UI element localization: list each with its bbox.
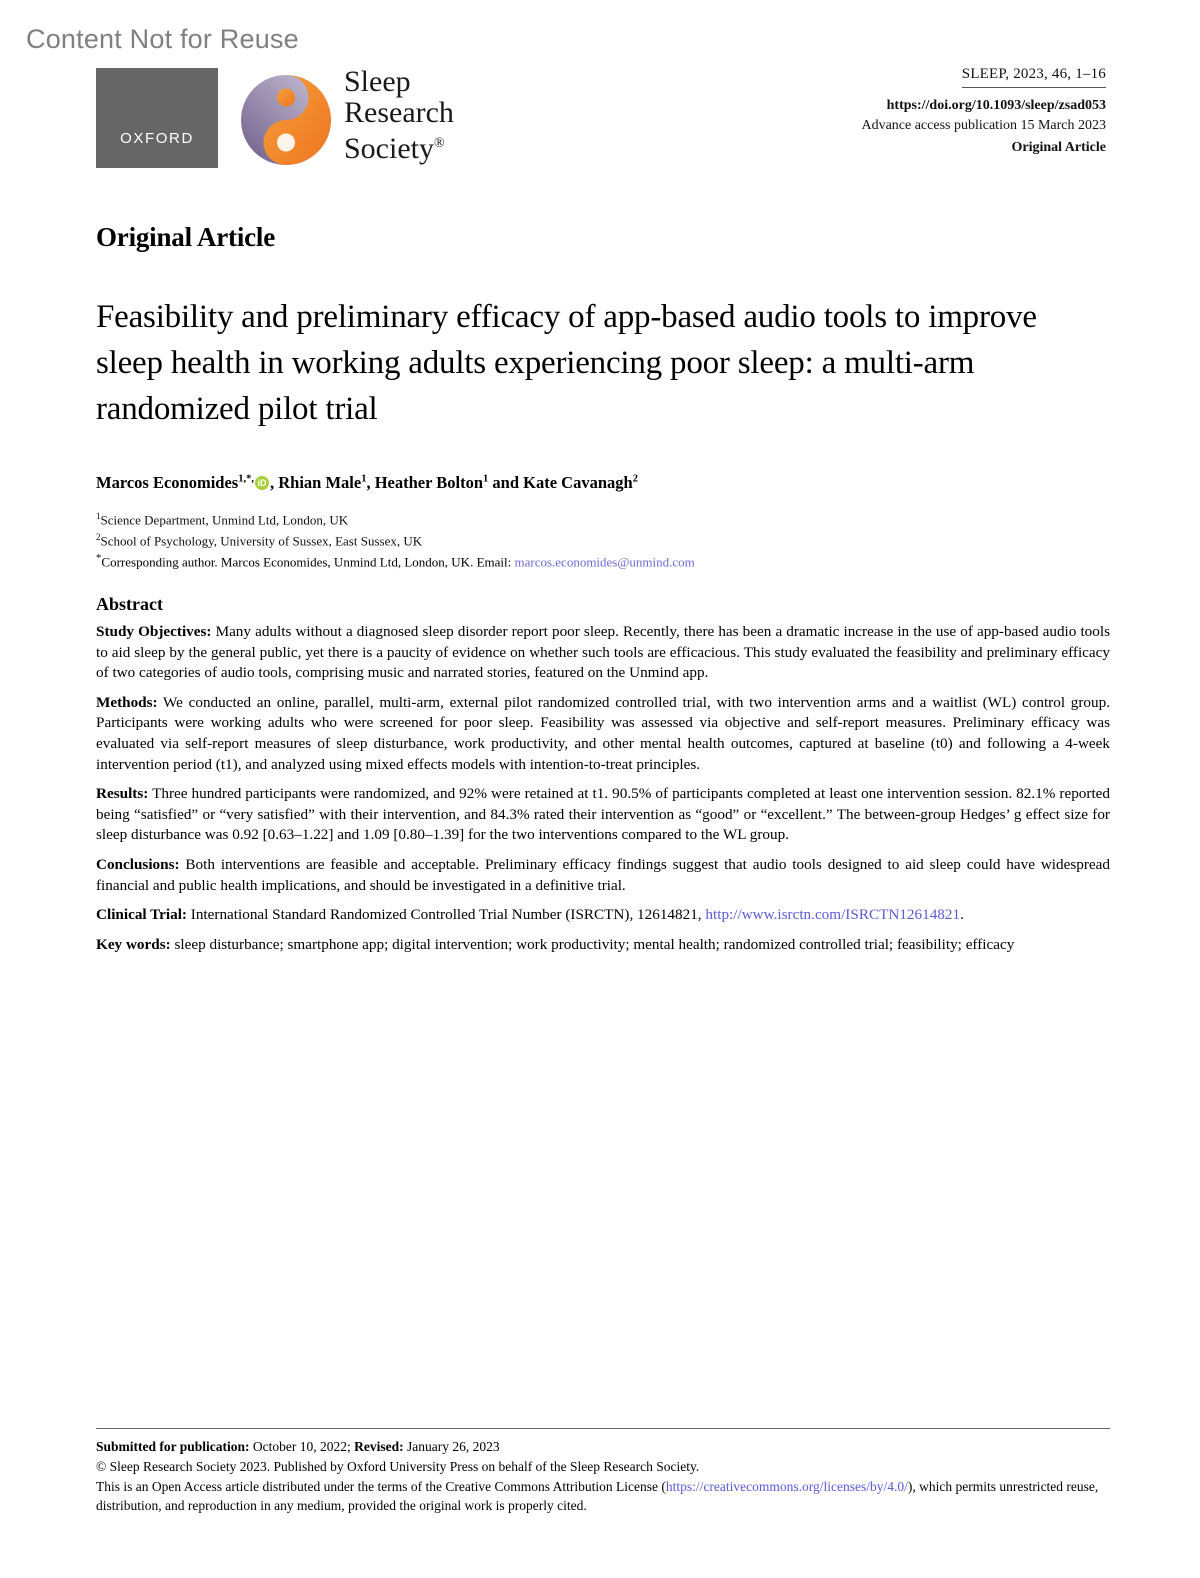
society-name [344, 66, 454, 164]
abstract-section [96, 622, 1110, 684]
abstract-section-text: We conducted an online, parallel, multi-arm, external pilot randomized controlled trial, with two intervention arms and a waitlist (WL) control group. Participants were working adults who were screened for poor sleep. Feasibility was assessed via objective and self-report measures. Preliminary efficacy was evaluated via self-report measures of sleep disturbance, work productivity, and other mental health outcomes, captured at baseline (t0) and following a 4-week intervention period (t1), and analyzed using mixed effects models with intention-to-treat principles. [96, 693, 1110, 773]
oxford-logo-label: OXFORD [120, 130, 194, 147]
keywords-text: sleep disturbance; smartphone app; digital intervention; work productivity; mental health; randomized controlled trial; feasibility; efficacy [174, 935, 1015, 953]
journal-metadata [646, 64, 1106, 158]
article-kicker: Original Article [96, 222, 276, 252]
article-type-label: Original Article [1011, 140, 1106, 155]
revised-date: January 26, 2023 [407, 1439, 500, 1454]
clinical-trial-link[interactable]: http://www.isrctn.com/ISRCTN12614821 [705, 906, 961, 924]
masthead [96, 65, 1106, 178]
clinical-trial-trailing: . [960, 906, 964, 924]
oxford-logo [96, 68, 218, 168]
license-link[interactable]: https://creativecommons.org/licenses/by/4.0/ [665, 1479, 908, 1494]
abstract-section-text: Three hundred participants were randomized, and 92% were retained at t1. 90.5% of participants completed at least one intervention session. 82.1% reported being “satisfied” or “very satisfied” with their intervention, and 84.3% rated their intervention as “good” or “excellent.” The between-group Hedges’ g effect size for sleep disturbance was 0.92 [0.63–1.22] and 1.09 [0.80–1.39] for the two interventions compared to the WL group. [96, 785, 1111, 844]
orcid-icon[interactable]: iD [255, 476, 269, 490]
author-1: Marcos Economides$^{1,*,}$ [96, 472, 254, 492]
affiliations [96, 508, 1086, 550]
sleep-research-society-logo-icon [236, 72, 336, 168]
corresponding-author-text: Corresponding author. Marcos Economides, Unmind Ltd, London, UK. Email: [101, 554, 512, 570]
society-name-line2: Research [344, 96, 454, 129]
submitted-date: October 10, 2022; [252, 1439, 351, 1454]
revised-label: Revised: [354, 1439, 404, 1454]
abstract-section-text: Many adults without a diagnosed sleep disorder report poor sleep. Recently, there has been a dramatic increase in the use of app-based audio tools to aid sleep by the general public, yet there is a paucity of evidence on whether such tools are efficacious. This study evaluated the feasibility and preliminary efficacy of two categories of audio tools, comprising music and narrated stories, featured on the Unmind app. [96, 623, 1110, 682]
abstract-heading: Abstract [96, 594, 163, 614]
keywords-section [96, 935, 1110, 956]
license-line [96, 1477, 1110, 1515]
abstract-section-label: Conclusions: [96, 855, 180, 873]
clinical-trial-section [96, 905, 1110, 926]
corresponding-author: *Corresponding author. Marcos Economides, Unmind Ltd, London, UK. Email: marcos.economides@unmind.com [96, 552, 695, 570]
abstract-section-label: Methods: [96, 693, 158, 711]
author-rest: , Rhian Male$^1$, Heather Bolton$^1$ and Kate Cavanagh$^2$ [269, 472, 638, 492]
page-footer [96, 1428, 1110, 1516]
affiliation-2: $^2$School of Psychology, University of Sussex, East Sussex, UK [96, 531, 423, 549]
watermark-text: Content Not for Reuse [26, 24, 299, 54]
submitted-label: Submitted for publication: [96, 1439, 250, 1454]
journal-citation: SLEEP, 2023, 46, 1–16 [962, 64, 1106, 88]
society-name-line3: Society® [344, 132, 445, 165]
corresponding-email-link[interactable]: marcos.economides@unmind.com [514, 554, 695, 570]
license-text-pre: This is an Open Access article distributed under the terms of the Creative Commons Attribution License ( [96, 1479, 666, 1494]
affiliation-1: $^1$Science Department, Unmind Ltd, London, UK [96, 511, 349, 528]
society-name-line1: Sleep [344, 65, 411, 98]
abstract-body [96, 622, 1110, 964]
submission-dates [96, 1437, 1110, 1456]
advance-access-date: Advance access publication 15 March 2023 [861, 118, 1106, 133]
abstract-section-label: Results: [96, 785, 149, 803]
abstract-section [96, 693, 1110, 775]
abstract-section [96, 855, 1110, 896]
registered-mark: ® [434, 136, 445, 151]
doi-link[interactable]: https://doi.org/10.1093/sleep/zsad053 [886, 98, 1106, 113]
keywords-label: Key words: [96, 935, 171, 953]
abstract-section [96, 784, 1110, 846]
abstract-section-label: Study Objectives: [96, 623, 212, 640]
page-title: Feasibility and preliminary efficacy of app-based audio tools to improve sleep health in working adults experiencing poor sleep: a multi-arm randomized pilot trial [96, 299, 1037, 428]
footer-divider [96, 1428, 1110, 1429]
copyright-line: © Sleep Research Society 2023. Published by Oxford University Press on behalf of the Sleep Research Society. [96, 1459, 700, 1474]
author-list [96, 468, 1086, 494]
abstract-section-text: Both interventions are feasible and acceptable. Preliminary efficacy findings suggest that audio tools designed to aid sleep could have widespread financial and public health implications, and should be investigated in a definitive trial. [96, 855, 1110, 894]
license-text-post: ), which permits unrestricted reuse, distribution, and reproduction in any medium, provided the original work is properly cited. [96, 1479, 1099, 1513]
clinical-trial-label: Clinical Trial: [96, 906, 187, 924]
clinical-trial-text: International Standard Randomized Controlled Trial Number (ISRCTN), 12614821, [190, 906, 702, 924]
